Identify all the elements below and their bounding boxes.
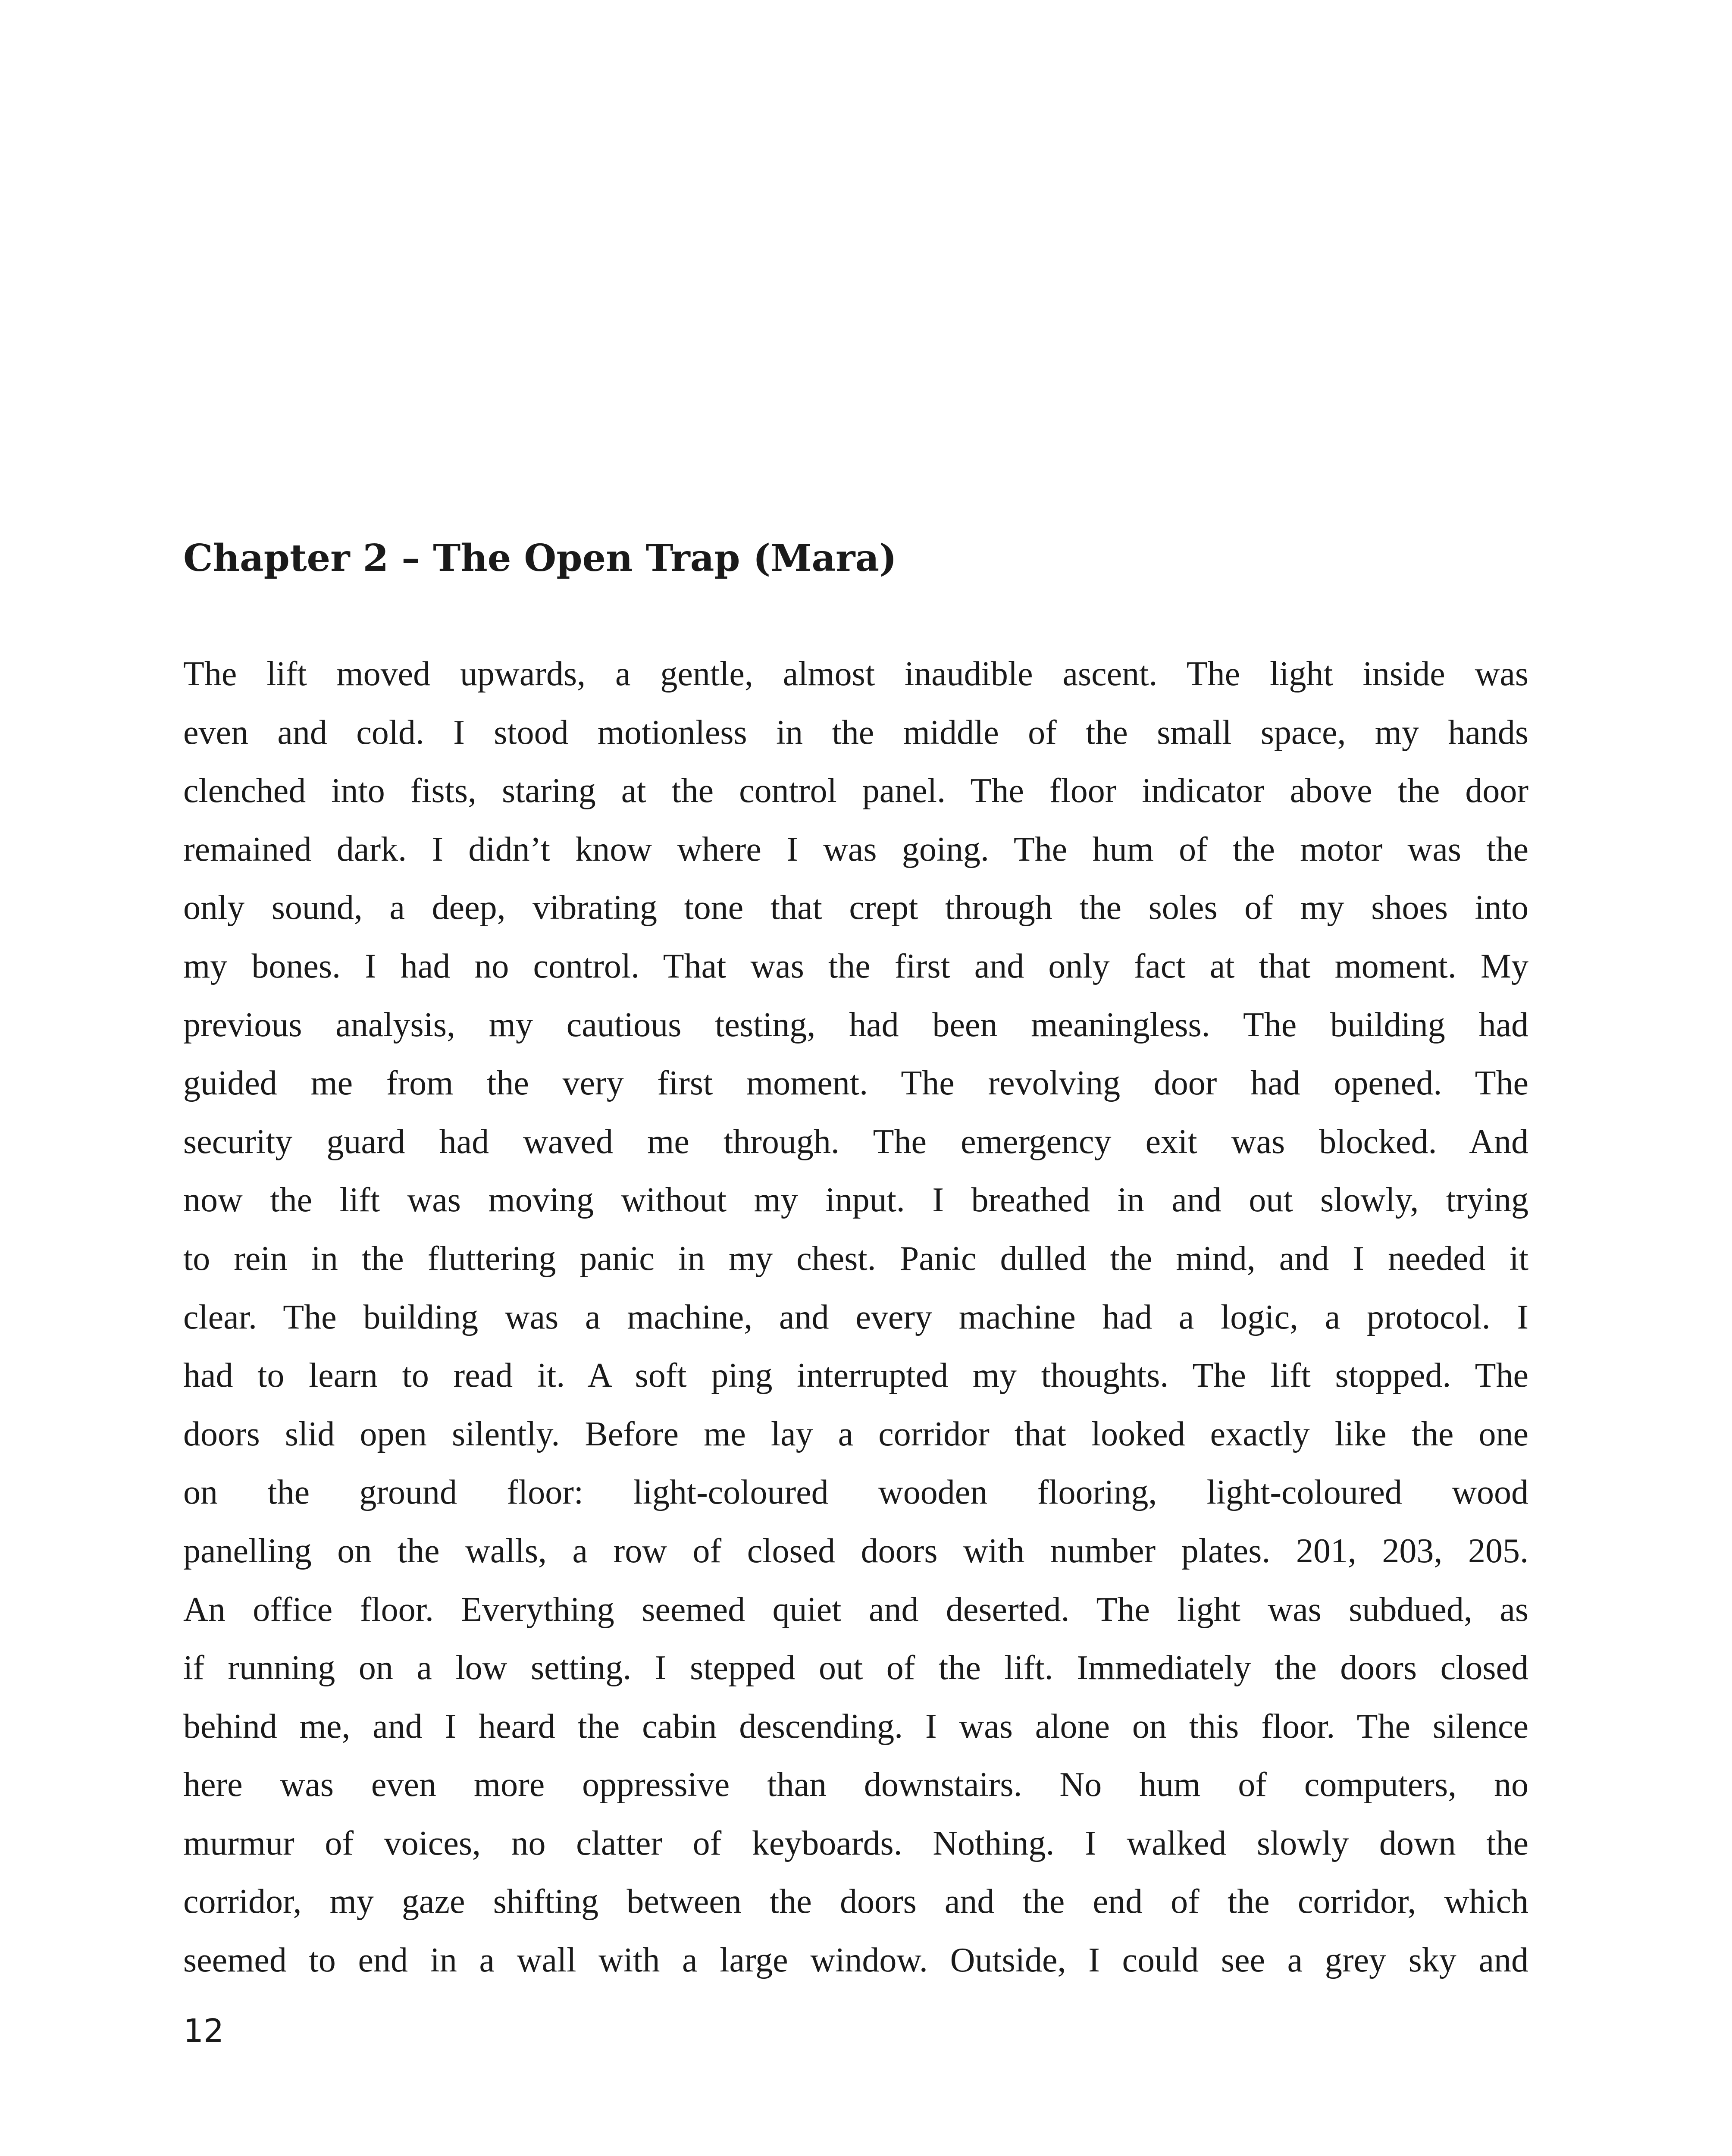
page-number: 12: [183, 2012, 224, 2049]
text-line: panelling on the walls, a row of closed doors with number plates. 201, 203, 205.: [183, 1532, 1528, 1570]
text-line: if running on a low setting. I stepped out of the lift. Immediately the doors closed: [183, 1649, 1528, 1687]
text-line: to rein in the fluttering panic in my chest. Panic dulled the mind, and I needed it: [183, 1239, 1528, 1278]
text-line: previous analysis, my cautious testing, had been meaningless. The building had: [183, 1006, 1528, 1044]
text-line: clenched into fists, staring at the control panel. The floor indicator above the door: [183, 772, 1528, 810]
text-line: behind me, and I heard the cabin descending. I was alone on this floor. The silence: [183, 1707, 1528, 1745]
text-line: my bones. I had no control. That was the first and only fact at that moment. My: [183, 947, 1528, 985]
text-line: seemed to end in a wall with a large window. Outside, I could see a grey sky and: [183, 1941, 1528, 1980]
text-line: remained dark. I didn’t know where I was going. The hum of the motor was the: [183, 830, 1528, 868]
text-line: even and cold. I stood motionless in the middle of the small space, my hands: [183, 713, 1528, 752]
text-line: now the lift was moving without my input. I breathed in and out slowly, trying: [183, 1181, 1528, 1219]
text-line: security guard had waved me through. The emergency exit was blocked. And: [183, 1122, 1528, 1161]
text-line: on the ground floor: light-coloured wooden flooring, light-coloured wood: [183, 1473, 1528, 1512]
text-line: murmur of voices, no clatter of keyboards. Nothing. I walked slowly down the: [183, 1824, 1528, 1862]
chapter-title: Chapter 2 – The Open Trap (Mara): [183, 536, 897, 580]
text-line: had to learn to read it. A soft ping interrupted my thoughts. The lift stopped. The: [183, 1357, 1528, 1395]
text-line: here was even more oppressive than downstairs. No hum of computers, no: [183, 1766, 1528, 1804]
text-line: only sound, a deep, vibrating tone that crept through the soles of my shoes into: [183, 889, 1528, 927]
text-line: guided me from the very first moment. The revolving door had opened. The: [183, 1064, 1528, 1103]
text-line: corridor, my gaze shifting between the doors and the end of the corridor, which: [183, 1883, 1528, 1921]
text-line: clear. The building was a machine, and every machine had a logic, a protocol. I: [183, 1298, 1528, 1336]
text-line: An office floor. Everything seemed quiet and deserted. The light was subdued, as: [183, 1590, 1528, 1629]
text-line: doors slid open silently. Before me lay a corridor that looked exactly like the one: [183, 1415, 1528, 1453]
text-line: The lift moved upwards, a gentle, almost inaudible ascent. The light inside was: [183, 655, 1528, 693]
body-text: [183, 645, 1528, 1990]
